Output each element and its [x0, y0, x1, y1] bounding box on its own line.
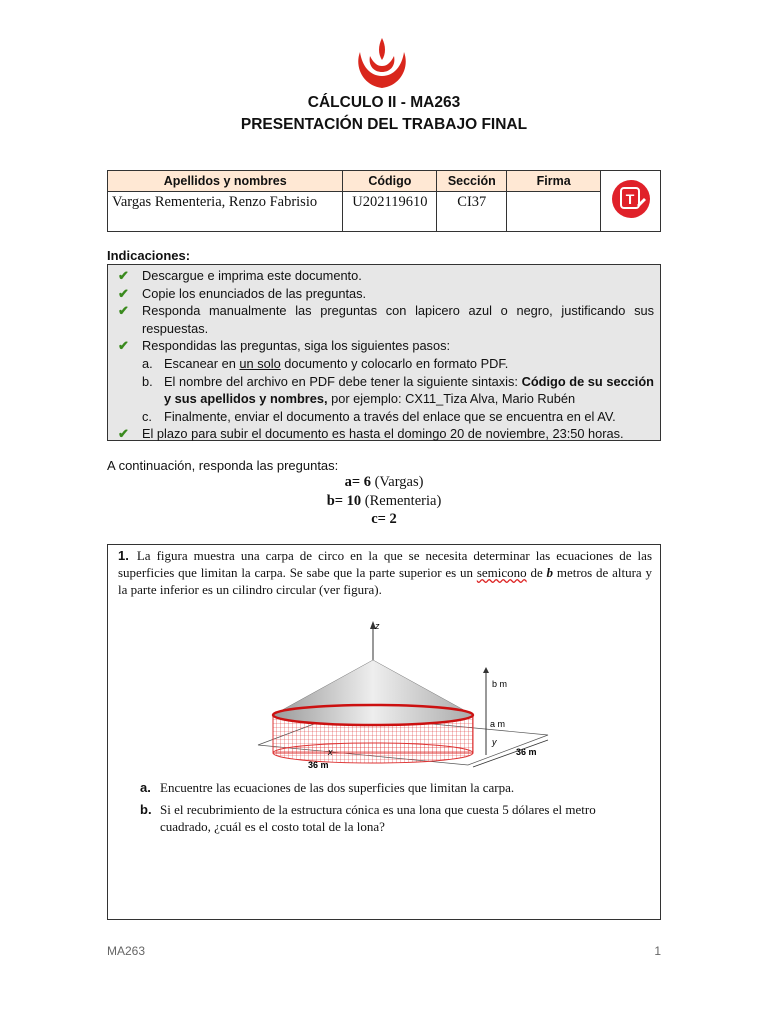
student-name: Vargas Rementeria, Renzo Fabrisio	[108, 192, 343, 232]
value-b: b= 10 (Rementeria)	[326, 493, 442, 509]
circus-tent-figure	[248, 615, 568, 775]
indication-item: ✔ El plazo para subir el documento es hasta el domingo 20 de noviembre, 23:50 horas.	[118, 426, 624, 442]
indication-item: ✔ Respondidas las preguntas, siga los siguientes pasos:	[118, 338, 451, 354]
turnitin-badge-icon	[611, 179, 651, 219]
student-signature	[507, 192, 601, 232]
indication-subitem-a: a. Escanear en un solo documento y colocarlo en formato PDF.	[142, 355, 509, 371]
checkmark-icon: ✔	[118, 426, 129, 442]
header-signature: Firma	[507, 171, 601, 192]
indication-item: ✔ Responda manualmente las preguntas con lapicero azul o negro, justificando sus respuestas.	[118, 303, 654, 336]
badge-cell	[601, 171, 661, 232]
svg-text:36 m: 36 m	[308, 760, 329, 770]
question-1a: a. Encuentre las ecuaciones de las dos superficies que limitan la carpa.	[140, 780, 515, 795]
svg-text:x: x	[328, 747, 333, 757]
indication-subitem-c: c. Finalmente, enviar el documento a través del enlace que se encuentra en el AV.	[142, 408, 616, 424]
indication-item: ✔ Descargue e imprima este documento.	[118, 268, 362, 283]
checkmark-icon: ✔	[118, 285, 129, 301]
page-title: CÁLCULO II - MA263	[307, 94, 461, 111]
header-section: Sección	[437, 171, 507, 192]
indications-title: Indicaciones:	[107, 248, 191, 263]
header-name: Apellidos y nombres	[108, 171, 343, 192]
checkmark-icon: ✔	[118, 338, 129, 354]
svg-text:36 m: 36 m	[516, 747, 537, 757]
svg-text:z: z	[375, 621, 380, 631]
footer-page-number: 1	[654, 944, 661, 958]
svg-text:b m: b m	[492, 679, 508, 689]
question-1b: b. Si el recubrimiento de la estructura cónica es una lona que cuesta 5 dólares el metro cuadrado, ¿cuál es el costo total de la lona?	[140, 802, 596, 834]
indication-subitem-b: b. El nombre del archivo en PDF debe tener la siguiente sintaxis: Código de su sección y sus apellidos y nombres, por ejemplo: CX11_Tiza Alva, Mario Rubén	[142, 373, 654, 407]
header-code: Código	[343, 171, 437, 192]
svg-text:a m: a m	[490, 719, 506, 729]
question-box	[107, 544, 661, 920]
student-code: U202119610	[343, 192, 437, 232]
footer-course: MA263	[107, 944, 146, 958]
question-1-text: 1. La figura muestra una carpa de circo en la que se necesita determinar las ecuaciones de las superficies que limitan la carpa. Se sabe que la parte superior es un semicono de b metros de altura y la parte inferior es un cilindro circular (ver figura).	[118, 548, 652, 597]
value-a: a= 6 (Vargas)	[344, 474, 424, 490]
svg-text:y: y	[492, 737, 497, 747]
value-c: c= 2	[371, 511, 397, 527]
student-section: CI37	[437, 192, 507, 232]
university-logo	[352, 36, 412, 90]
checkmark-icon: ✔	[118, 303, 129, 319]
indication-item: ✔ Copie los enunciados de las preguntas.	[118, 285, 367, 301]
page-subtitle: PRESENTACIÓN DEL TRABAJO FINAL	[240, 116, 528, 133]
continuation-text: A continuación, responda las preguntas:	[107, 458, 339, 473]
badge-letter: T	[625, 190, 634, 207]
indications-box	[107, 264, 661, 441]
checkmark-icon: ✔	[118, 268, 129, 283]
student-info-table	[107, 170, 661, 232]
